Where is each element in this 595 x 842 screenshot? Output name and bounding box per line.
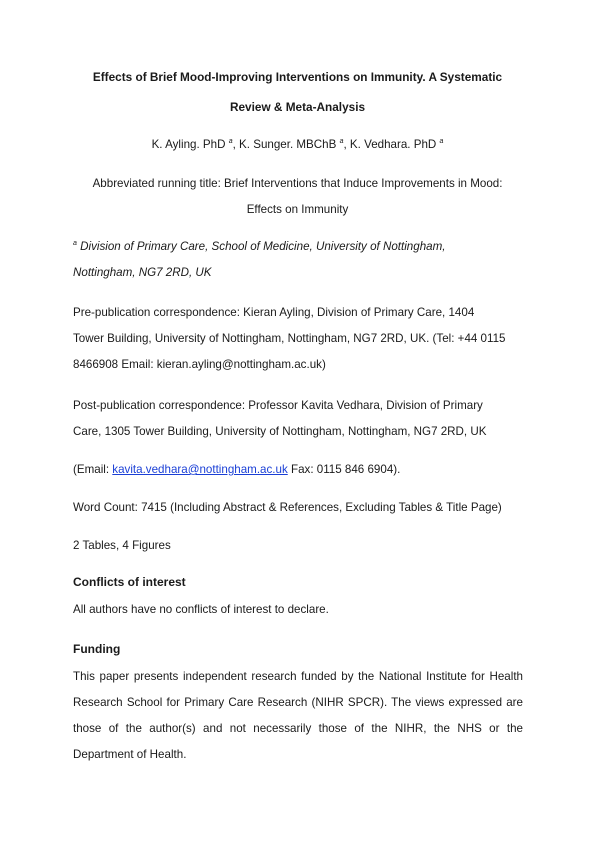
post-pub-line-1: Post-publication correspondence: Professor Kavita Vedhara, Division of Primary <box>73 399 483 412</box>
funding-line-3: those of the author(s) and not necessarily those of the NIHR, the NHS or the <box>73 722 523 735</box>
title-line-2: Review & Meta-Analysis <box>229 100 366 114</box>
conflicts-text: All authors have no conflicts of interest to declare. <box>73 603 329 616</box>
running-title-line-2: Effects on Immunity <box>246 203 349 216</box>
author-ayling: K. Ayling. PhD <box>151 138 229 151</box>
funding-line-2: Research School for Primary Care Research (NIHR SPCR). The views expressed are <box>73 696 523 709</box>
affiliation-line-1: Division of Primary Care, School of Medicine, University of Nottingham, <box>76 240 446 253</box>
title-line-1: Effects of Brief Mood-Improving Interventions on Immunity. A Systematic <box>92 70 503 84</box>
word-count: Word Count: 7415 (Including Abstract & References, Excluding Tables & Title Page) <box>73 501 502 514</box>
author-affiliation-marker: a <box>439 138 444 146</box>
tables-figures-count: 2 Tables, 4 Figures <box>73 539 171 552</box>
fax-text: Fax: 0115 846 6904). <box>287 463 401 476</box>
author-affiliation-marker: a <box>339 138 344 146</box>
funding-line-1: This paper presents independent research funded by the National Institute for Health <box>73 670 523 683</box>
post-pub-contact <box>73 457 523 483</box>
post-publication-correspondence <box>73 393 523 445</box>
affiliation <box>73 234 523 286</box>
pre-pub-line-3: 8466908 Email: kieran.ayling@nottingham.ac.uk) <box>73 358 326 371</box>
funding-text <box>73 664 523 768</box>
author-list <box>60 132 535 158</box>
paper-title <box>60 62 535 122</box>
author-vedhara: , K. Vedhara. PhD <box>343 138 440 151</box>
affiliation-marker: a <box>73 240 77 248</box>
funding-line-4: Department of Health. <box>73 748 187 761</box>
running-title-line-1: Abbreviated running title: Brief Interventions that Induce Improvements in Mood: <box>92 177 503 190</box>
vedhara-email-link[interactable]: kavita.vedhara@nottingham.ac.uk <box>112 463 288 476</box>
conflicts-heading: Conflicts of interest <box>73 575 186 589</box>
author-affiliation-marker: a <box>228 138 233 146</box>
email-prefix: (Email: <box>73 463 113 476</box>
pre-publication-correspondence <box>73 300 523 378</box>
affiliation-line-2: Nottingham, NG7 2RD, UK <box>73 266 212 279</box>
funding-heading: Funding <box>73 642 121 656</box>
author-sunger: , K. Sunger. MBChB <box>232 138 340 151</box>
running-title <box>60 171 535 223</box>
pre-pub-line-2: Tower Building, University of Nottingham, Nottingham, NG7 2RD, UK. (Tel: +44 0115 <box>73 332 506 345</box>
post-pub-line-2: Care, 1305 Tower Building, University of Nottingham, Nottingham, NG7 2RD, UK <box>73 425 487 438</box>
pre-pub-line-1: Pre-publication correspondence: Kieran Ayling, Division of Primary Care, 1404 <box>73 306 475 319</box>
